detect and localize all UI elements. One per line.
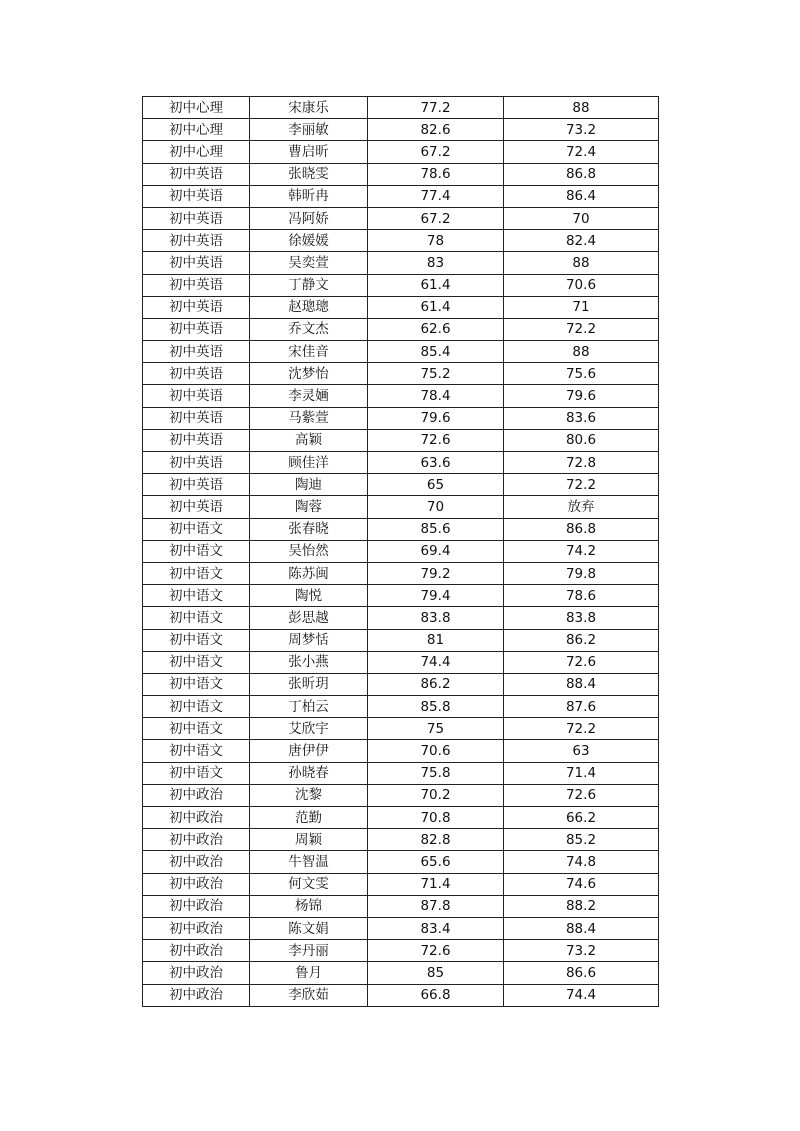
name-cell: 冯阿娇 xyxy=(250,207,368,229)
score1-cell: 78.4 xyxy=(368,385,504,407)
name-cell: 陶蓉 xyxy=(250,496,368,518)
name-cell: 顾佳洋 xyxy=(250,452,368,474)
table-row xyxy=(143,407,659,429)
score-table xyxy=(142,96,659,1007)
subject-cell: 初中政治 xyxy=(143,829,250,851)
score1-cell: 79.4 xyxy=(368,585,504,607)
score2-cell: 87.6 xyxy=(504,696,659,718)
table-row xyxy=(143,452,659,474)
name-cell: 李丽敏 xyxy=(250,119,368,141)
subject-cell: 初中英语 xyxy=(143,407,250,429)
subject-cell: 初中政治 xyxy=(143,984,250,1006)
subject-cell: 初中语文 xyxy=(143,629,250,651)
subject-cell: 初中语文 xyxy=(143,540,250,562)
table-row xyxy=(143,207,659,229)
score2-cell: 74.8 xyxy=(504,851,659,873)
score2-cell: 83.6 xyxy=(504,407,659,429)
table-row xyxy=(143,274,659,296)
score2-cell: 88.2 xyxy=(504,895,659,917)
name-cell: 牛智温 xyxy=(250,851,368,873)
subject-cell: 初中英语 xyxy=(143,452,250,474)
score1-cell: 86.2 xyxy=(368,673,504,695)
score2-cell: 71 xyxy=(504,296,659,318)
name-cell: 徐媛媛 xyxy=(250,230,368,252)
score1-cell: 66.8 xyxy=(368,984,504,1006)
name-cell: 高颖 xyxy=(250,429,368,451)
subject-cell: 初中英语 xyxy=(143,274,250,296)
table-row xyxy=(143,784,659,806)
subject-cell: 初中语文 xyxy=(143,651,250,673)
table-row xyxy=(143,230,659,252)
table-row xyxy=(143,341,659,363)
name-cell: 张昕玥 xyxy=(250,673,368,695)
score1-cell: 78.6 xyxy=(368,163,504,185)
subject-cell: 初中英语 xyxy=(143,230,250,252)
table-row xyxy=(143,718,659,740)
subject-cell: 初中英语 xyxy=(143,474,250,496)
score-table-body xyxy=(143,97,659,1007)
score1-cell: 70 xyxy=(368,496,504,518)
subject-cell: 初中英语 xyxy=(143,341,250,363)
table-row xyxy=(143,385,659,407)
name-cell: 周颖 xyxy=(250,829,368,851)
table-row xyxy=(143,984,659,1006)
score1-cell: 61.4 xyxy=(368,296,504,318)
subject-cell: 初中英语 xyxy=(143,385,250,407)
name-cell: 陈文娟 xyxy=(250,917,368,939)
name-cell: 李灵婳 xyxy=(250,385,368,407)
table-row xyxy=(143,673,659,695)
score2-cell: 72.8 xyxy=(504,452,659,474)
table-row xyxy=(143,141,659,163)
name-cell: 周梦恬 xyxy=(250,629,368,651)
table-row xyxy=(143,917,659,939)
name-cell: 李丹丽 xyxy=(250,940,368,962)
name-cell: 何文雯 xyxy=(250,873,368,895)
score1-cell: 65 xyxy=(368,474,504,496)
table-row xyxy=(143,873,659,895)
table-row xyxy=(143,940,659,962)
name-cell: 陈苏闽 xyxy=(250,562,368,584)
score2-cell: 88 xyxy=(504,341,659,363)
score1-cell: 85.6 xyxy=(368,518,504,540)
table-row xyxy=(143,762,659,784)
table-row xyxy=(143,807,659,829)
subject-cell: 初中语文 xyxy=(143,673,250,695)
subject-cell: 初中英语 xyxy=(143,318,250,340)
table-row xyxy=(143,363,659,385)
score1-cell: 67.2 xyxy=(368,207,504,229)
score2-cell: 63 xyxy=(504,740,659,762)
score2-cell: 78.6 xyxy=(504,585,659,607)
score2-cell: 88.4 xyxy=(504,673,659,695)
name-cell: 吴奕萱 xyxy=(250,252,368,274)
subject-cell: 初中英语 xyxy=(143,363,250,385)
score2-cell: 74.4 xyxy=(504,984,659,1006)
score2-cell: 88 xyxy=(504,97,659,119)
name-cell: 鲁月 xyxy=(250,962,368,984)
score2-cell: 80.6 xyxy=(504,429,659,451)
score1-cell: 83.8 xyxy=(368,607,504,629)
score1-cell: 78 xyxy=(368,230,504,252)
score2-cell: 74.2 xyxy=(504,540,659,562)
score1-cell: 77.2 xyxy=(368,97,504,119)
table-row xyxy=(143,296,659,318)
name-cell: 陶悦 xyxy=(250,585,368,607)
name-cell: 乔文杰 xyxy=(250,318,368,340)
table-row xyxy=(143,496,659,518)
name-cell: 宋康乐 xyxy=(250,97,368,119)
table-row xyxy=(143,429,659,451)
table-row xyxy=(143,474,659,496)
score2-cell: 72.6 xyxy=(504,784,659,806)
subject-cell: 初中语文 xyxy=(143,585,250,607)
score1-cell: 83.4 xyxy=(368,917,504,939)
score1-cell: 85 xyxy=(368,962,504,984)
table-row xyxy=(143,851,659,873)
score2-cell: 86.8 xyxy=(504,518,659,540)
name-cell: 宋佳音 xyxy=(250,341,368,363)
subject-cell: 初中政治 xyxy=(143,784,250,806)
score2-cell: 放弃 xyxy=(504,496,659,518)
table-row xyxy=(143,895,659,917)
subject-cell: 初中语文 xyxy=(143,607,250,629)
score2-cell: 73.2 xyxy=(504,119,659,141)
score1-cell: 85.4 xyxy=(368,341,504,363)
score2-cell: 70.6 xyxy=(504,274,659,296)
score1-cell: 70.6 xyxy=(368,740,504,762)
score1-cell: 75 xyxy=(368,718,504,740)
score2-cell: 72.6 xyxy=(504,651,659,673)
table-row xyxy=(143,696,659,718)
score1-cell: 71.4 xyxy=(368,873,504,895)
score2-cell: 73.2 xyxy=(504,940,659,962)
table-row xyxy=(143,540,659,562)
score2-cell: 72.2 xyxy=(504,718,659,740)
subject-cell: 初中英语 xyxy=(143,429,250,451)
table-row xyxy=(143,651,659,673)
table-row xyxy=(143,629,659,651)
score2-cell: 71.4 xyxy=(504,762,659,784)
name-cell: 韩昕冉 xyxy=(250,185,368,207)
subject-cell: 初中政治 xyxy=(143,962,250,984)
score2-cell: 72.4 xyxy=(504,141,659,163)
subject-cell: 初中语文 xyxy=(143,696,250,718)
table-row xyxy=(143,185,659,207)
name-cell: 彭思越 xyxy=(250,607,368,629)
name-cell: 张晓雯 xyxy=(250,163,368,185)
subject-cell: 初中政治 xyxy=(143,873,250,895)
subject-cell: 初中心理 xyxy=(143,97,250,119)
subject-cell: 初中政治 xyxy=(143,940,250,962)
subject-cell: 初中英语 xyxy=(143,496,250,518)
table-row xyxy=(143,97,659,119)
name-cell: 孙晓春 xyxy=(250,762,368,784)
table-row xyxy=(143,607,659,629)
score1-cell: 77.4 xyxy=(368,185,504,207)
subject-cell: 初中英语 xyxy=(143,296,250,318)
table-row xyxy=(143,585,659,607)
table-row xyxy=(143,740,659,762)
subject-cell: 初中语文 xyxy=(143,718,250,740)
subject-cell: 初中政治 xyxy=(143,917,250,939)
score1-cell: 67.2 xyxy=(368,141,504,163)
score1-cell: 79.6 xyxy=(368,407,504,429)
score1-cell: 82.6 xyxy=(368,119,504,141)
score1-cell: 82.8 xyxy=(368,829,504,851)
subject-cell: 初中语文 xyxy=(143,762,250,784)
table-row xyxy=(143,119,659,141)
score1-cell: 87.8 xyxy=(368,895,504,917)
subject-cell: 初中英语 xyxy=(143,163,250,185)
subject-cell: 初中英语 xyxy=(143,207,250,229)
name-cell: 杨锦 xyxy=(250,895,368,917)
score1-cell: 75.2 xyxy=(368,363,504,385)
name-cell: 范勤 xyxy=(250,807,368,829)
subject-cell: 初中语文 xyxy=(143,740,250,762)
score2-cell: 85.2 xyxy=(504,829,659,851)
name-cell: 唐伊伊 xyxy=(250,740,368,762)
name-cell: 艾欣宇 xyxy=(250,718,368,740)
score1-cell: 74.4 xyxy=(368,651,504,673)
subject-cell: 初中语文 xyxy=(143,562,250,584)
name-cell: 马紫萱 xyxy=(250,407,368,429)
score1-cell: 63.6 xyxy=(368,452,504,474)
name-cell: 沈黎 xyxy=(250,784,368,806)
subject-cell: 初中心理 xyxy=(143,141,250,163)
name-cell: 丁柏云 xyxy=(250,696,368,718)
name-cell: 张小燕 xyxy=(250,651,368,673)
name-cell: 李欣茹 xyxy=(250,984,368,1006)
table-row xyxy=(143,252,659,274)
score2-cell: 83.8 xyxy=(504,607,659,629)
subject-cell: 初中政治 xyxy=(143,851,250,873)
score1-cell: 70.2 xyxy=(368,784,504,806)
score2-cell: 86.8 xyxy=(504,163,659,185)
score2-cell: 72.2 xyxy=(504,474,659,496)
score1-cell: 72.6 xyxy=(368,429,504,451)
subject-cell: 初中语文 xyxy=(143,518,250,540)
subject-cell: 初中心理 xyxy=(143,119,250,141)
score1-cell: 70.8 xyxy=(368,807,504,829)
score2-cell: 74.6 xyxy=(504,873,659,895)
name-cell: 张春晓 xyxy=(250,518,368,540)
score2-cell: 86.6 xyxy=(504,962,659,984)
subject-cell: 初中政治 xyxy=(143,895,250,917)
score1-cell: 65.6 xyxy=(368,851,504,873)
score2-cell: 82.4 xyxy=(504,230,659,252)
score2-cell: 88.4 xyxy=(504,917,659,939)
name-cell: 吴怡然 xyxy=(250,540,368,562)
score1-cell: 69.4 xyxy=(368,540,504,562)
score2-cell: 70 xyxy=(504,207,659,229)
name-cell: 陶迪 xyxy=(250,474,368,496)
score2-cell: 66.2 xyxy=(504,807,659,829)
name-cell: 沈梦怡 xyxy=(250,363,368,385)
table-row xyxy=(143,829,659,851)
score2-cell: 88 xyxy=(504,252,659,274)
score2-cell: 86.2 xyxy=(504,629,659,651)
table-row xyxy=(143,163,659,185)
score1-cell: 81 xyxy=(368,629,504,651)
table-row xyxy=(143,562,659,584)
score1-cell: 62.6 xyxy=(368,318,504,340)
subject-cell: 初中政治 xyxy=(143,807,250,829)
score1-cell: 61.4 xyxy=(368,274,504,296)
score2-cell: 72.2 xyxy=(504,318,659,340)
score2-cell: 79.6 xyxy=(504,385,659,407)
score1-cell: 75.8 xyxy=(368,762,504,784)
score1-cell: 79.2 xyxy=(368,562,504,584)
name-cell: 丁静文 xyxy=(250,274,368,296)
score1-cell: 83 xyxy=(368,252,504,274)
score1-cell: 72.6 xyxy=(368,940,504,962)
table-row xyxy=(143,318,659,340)
score2-cell: 79.8 xyxy=(504,562,659,584)
table-row xyxy=(143,962,659,984)
name-cell: 曹启昕 xyxy=(250,141,368,163)
score2-cell: 75.6 xyxy=(504,363,659,385)
score1-cell: 85.8 xyxy=(368,696,504,718)
name-cell: 赵璁璁 xyxy=(250,296,368,318)
subject-cell: 初中英语 xyxy=(143,252,250,274)
table-row xyxy=(143,518,659,540)
score2-cell: 86.4 xyxy=(504,185,659,207)
subject-cell: 初中英语 xyxy=(143,185,250,207)
